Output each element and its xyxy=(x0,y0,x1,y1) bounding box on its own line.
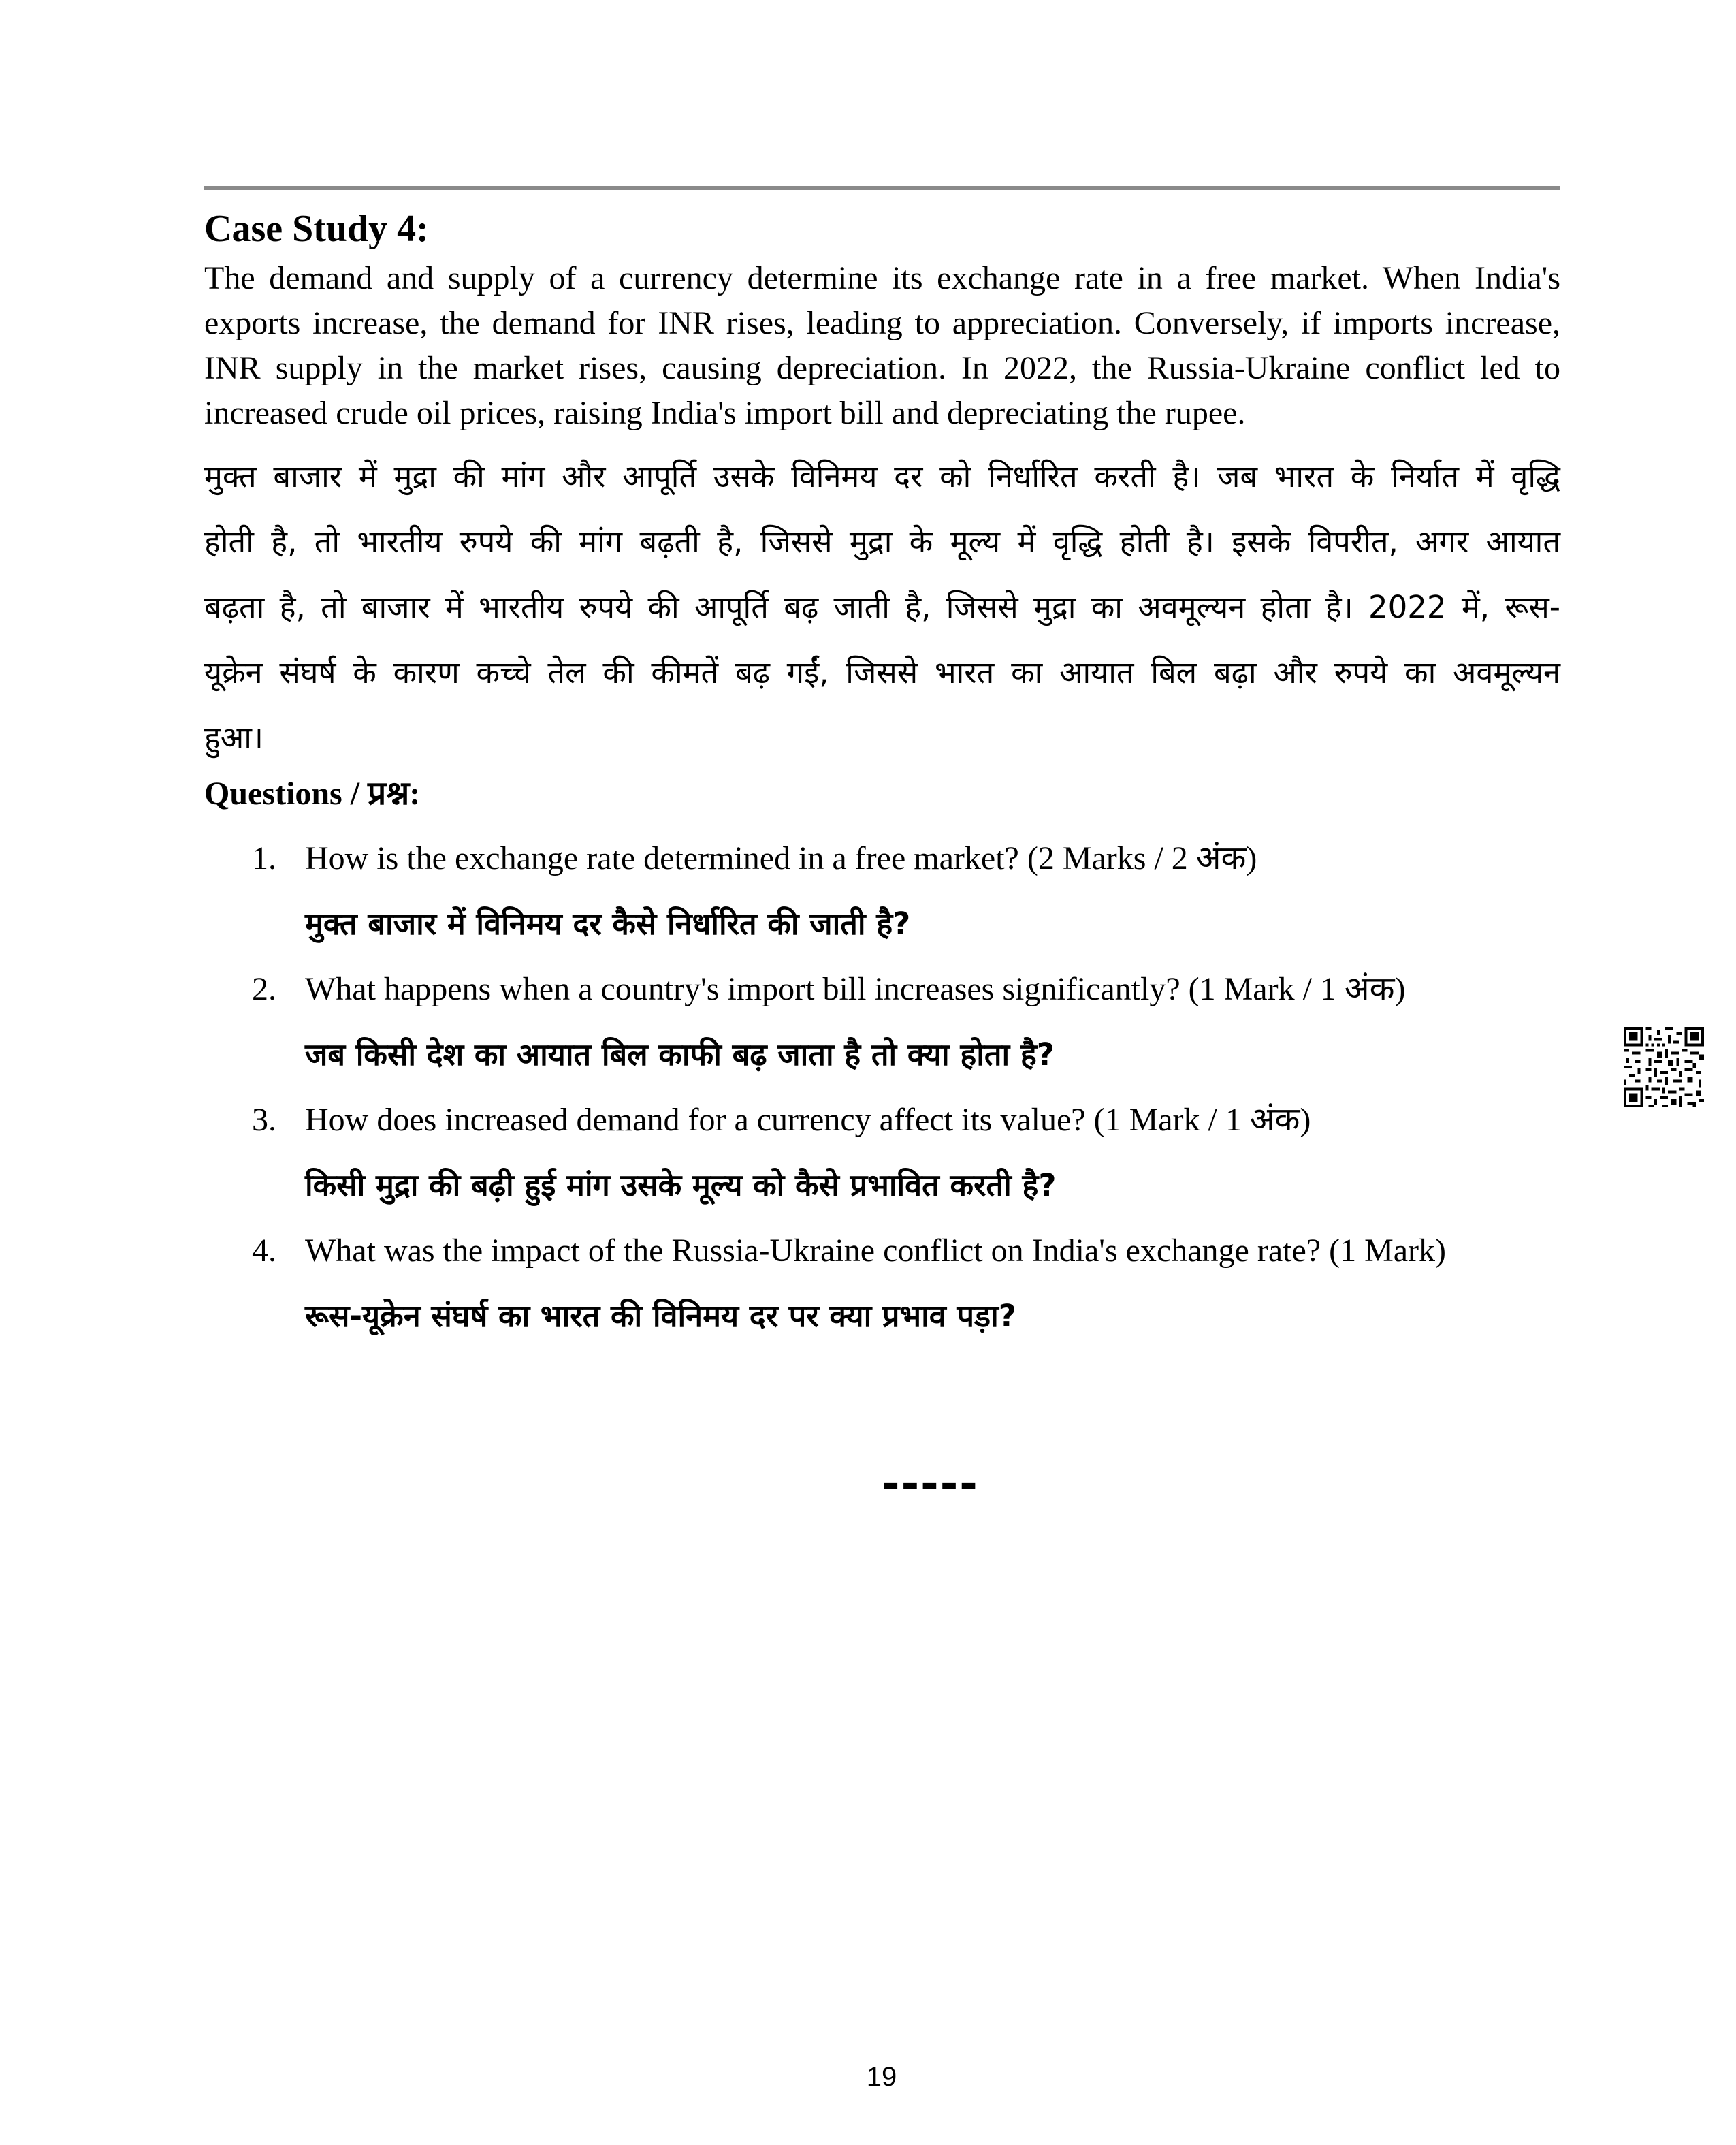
question-list xyxy=(204,831,1566,1354)
question-number: 2. xyxy=(252,971,276,1007)
question-number: 3. xyxy=(252,1102,276,1138)
question-item-4 xyxy=(204,1223,1566,1354)
case-study-title: Case Study 4: xyxy=(204,208,429,250)
question-hindi: मुक्त बाजार में विनिमय दर कैसे निर्धारित की जाती है? xyxy=(305,906,911,942)
question-item-2 xyxy=(204,962,1566,1092)
page-number: 19 xyxy=(866,2062,897,2092)
questions-heading: Questions / प्रश्न: xyxy=(204,776,421,812)
question-english: How does increased demand for a currency affect its value? (1 Mark / 1 अंक) xyxy=(305,1102,1311,1138)
question-english: What happens when a country's import bill increases significantly? (1 Mark / 1 अंक) xyxy=(305,971,1406,1007)
question-number: 4. xyxy=(252,1233,276,1269)
top-divider-rule xyxy=(204,186,1560,190)
question-hindi: जब किसी देश का आयात बिल काफी बढ़ जाता है तो क्या होता है? xyxy=(305,1036,1055,1072)
question-hindi: रूस-यूक्रेन संघर्ष का भारत की विनिमय दर पर क्या प्रभाव पड़ा? xyxy=(305,1298,1016,1334)
question-english: What was the impact of the Russia-Ukraine conflict on India's exchange rate? (1 Mark) xyxy=(305,1233,1447,1269)
question-item-1 xyxy=(204,831,1566,962)
question-number: 1. xyxy=(252,840,276,876)
end-marker: ----- xyxy=(882,1459,979,1510)
hindi-paragraph: मुक्त बाजार में मुद्रा की मांग और आपूर्ति उसके विनिमय दर को निर्धारित करती है। जब भारत के निर्यात में वृद्धि होती है, तो भारतीय रुपये की मांग बढ़ती है, जिससे मुद्रा के मूल्य में वृद्धि होती है। इसके विपरीत, अगर आयात बढ़ता है, तो बाजार में भारतीय रुपये की आपूर्ति बढ़ जाती है, जिससे मुद्रा का अवमूल्यन होता है। 2022 में, रूस-यूक्रेन संघर्ष के कारण कच्चे तेल की कीमतें बढ़ गईं, जिससे भारत का आयात बिल बढ़ा और रुपये का अवमूल्यन हुआ। xyxy=(204,458,1560,756)
question-hindi: किसी मुद्रा की बढ़ी हुई मांग उसके मूल्य को कैसे प्रभावित करती है? xyxy=(305,1167,1057,1203)
qr-code-icon[interactable] xyxy=(1624,1027,1704,1107)
english-paragraph: The demand and supply of a currency determine its exchange rate in a free market. When India's exports increase, the demand for INR rises, leading to appreciation. Conversely, if imports increase, INR supply in the market rises, causing depreciation. In 2022, the Russia-Ukraine conflict led to increased crude oil prices, raising India's import bill and depreciating the rupee. xyxy=(204,260,1560,431)
question-english: How is the exchange rate determined in a free market? (2 Marks / 2 अंक) xyxy=(305,840,1257,876)
question-item-3 xyxy=(204,1092,1566,1223)
